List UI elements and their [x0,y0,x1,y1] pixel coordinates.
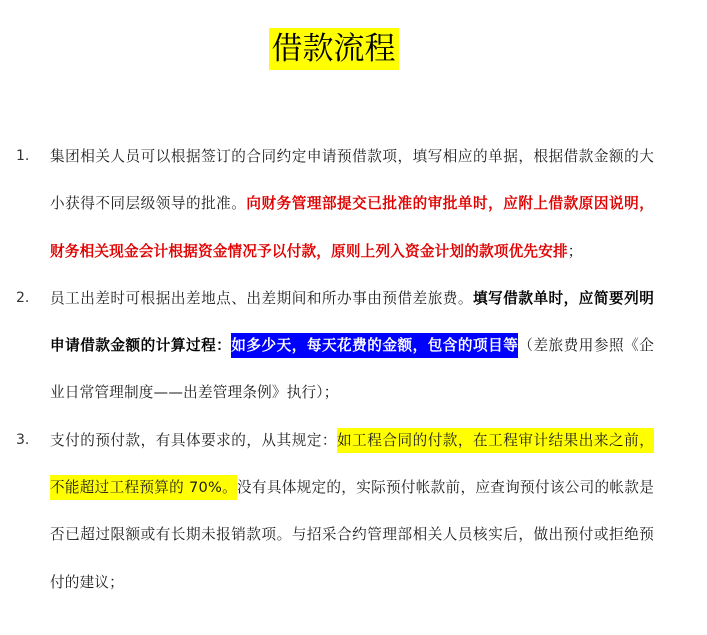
item-number: 1. [16,148,30,164]
text-segment: 没有具体规定的，实际预付帐款前，应查询预付该公司的帐款是否已超过限额或有长期未报销款项。与招采合约管理部相关人员核实后，做出预付或拒绝预付的建议； [50,479,654,591]
text-segment: 集团相关人员可以根据签订的合同约定申请预借款项，填写相应的单据，根据借款金额的大小获得不同层级领导的批准。 [50,148,654,213]
emphasis-red-text: 向财务管理部提交已批准的审批单时，应附上借款原因说明，财务相关现金会计根据资金情况予以付款，原则上列入资金计划的款项优先安排 [50,195,654,260]
item-text [50,275,654,417]
item-text [50,417,654,606]
item-number: 2. [16,289,30,306]
emphasis-bold-text: 填写借款单时，应简要列明申请借款金额的计算过程： [50,289,654,355]
list-item-3 [0,417,707,606]
item-number: 3. [16,431,30,448]
yellow-highlighted-text: 如工程合同的付款，在工程审计结果出来之前，不能超过工程预算的 70%。 [50,428,654,500]
procedure-list [0,133,707,606]
text-segment: ； [567,242,583,260]
document-title: 借款流程 [269,28,399,70]
text-segment: （差旅费用参照《企业日常管理制度——出差管理条例》执行）； [50,337,654,402]
text-segment: 员工出差时可根据出差地点、出差期间和所办事由预借差旅费。 [50,289,474,307]
title-container [0,28,707,70]
list-item-1 [0,133,707,275]
text-segment: 支付的预付款，有具体要求的，从其规定： [50,431,338,449]
list-item-2 [0,275,707,417]
item-text [50,133,654,275]
blue-highlighted-text: 如多少天，每天花费的金额，包含的项目等 [231,333,518,358]
